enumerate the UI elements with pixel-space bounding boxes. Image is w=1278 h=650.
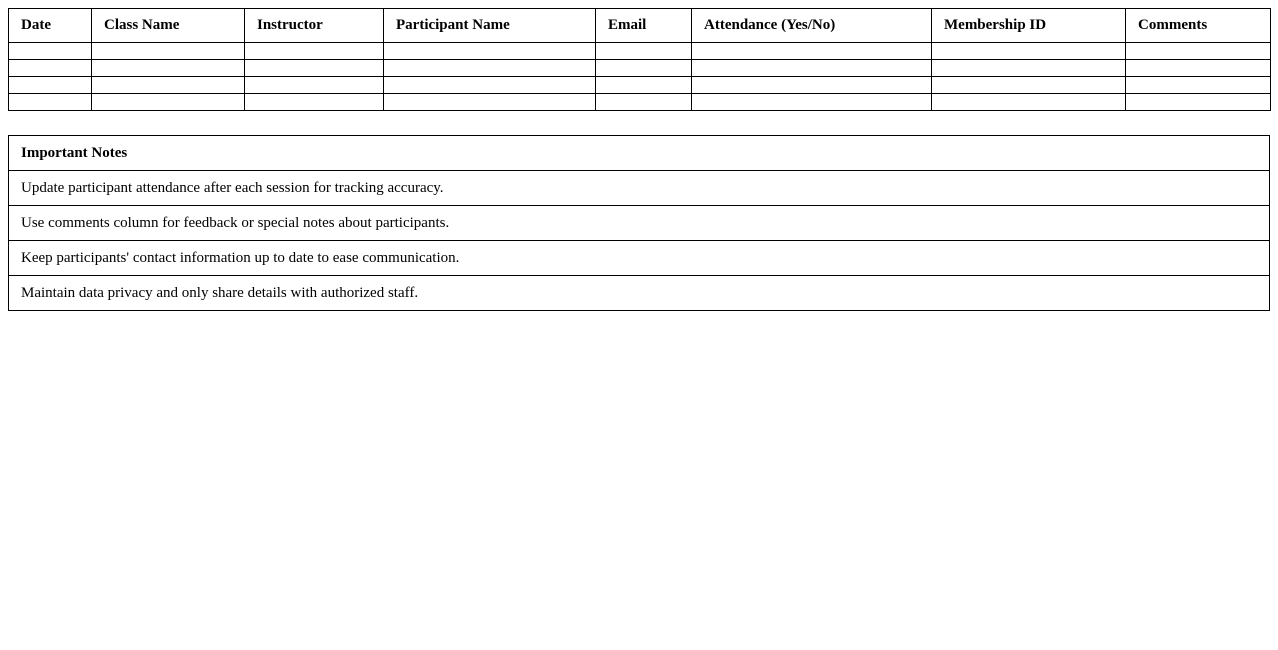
table-cell[interactable] <box>92 94 245 111</box>
column-header-date: Date <box>9 9 92 43</box>
note-row <box>9 206 1270 241</box>
table-cell[interactable] <box>596 43 692 60</box>
table-cell[interactable] <box>692 94 932 111</box>
table-cell[interactable] <box>9 43 92 60</box>
table-cell[interactable] <box>92 60 245 77</box>
table-cell[interactable] <box>1126 77 1271 94</box>
column-header-membership-id: Membership ID <box>932 9 1126 43</box>
note-text: Update participant attendance after each session for tracking accuracy. <box>9 171 1270 206</box>
column-header-participant-name: Participant Name <box>384 9 596 43</box>
table-cell[interactable] <box>384 77 596 94</box>
table-cell[interactable] <box>92 77 245 94</box>
table-cell[interactable] <box>245 77 384 94</box>
table-cell[interactable] <box>692 77 932 94</box>
table-cell[interactable] <box>932 77 1126 94</box>
table-cell[interactable] <box>596 60 692 77</box>
table-row <box>9 94 1271 111</box>
table-cell[interactable] <box>92 43 245 60</box>
table-cell[interactable] <box>1126 43 1271 60</box>
column-header-instructor: Instructor <box>245 9 384 43</box>
table-cell[interactable] <box>245 60 384 77</box>
table-cell[interactable] <box>1126 94 1271 111</box>
notes-header-row <box>9 136 1270 171</box>
table-row <box>9 77 1271 94</box>
table-cell[interactable] <box>9 60 92 77</box>
document-body <box>8 8 1270 311</box>
note-text: Use comments column for feedback or special notes about participants. <box>9 206 1270 241</box>
table-cell[interactable] <box>9 94 92 111</box>
note-row <box>9 171 1270 206</box>
column-header-attendance: Attendance (Yes/No) <box>692 9 932 43</box>
table-cell[interactable] <box>384 94 596 111</box>
table-cell[interactable] <box>692 60 932 77</box>
table-cell[interactable] <box>245 43 384 60</box>
table-header-row <box>9 9 1271 43</box>
table-cell[interactable] <box>932 60 1126 77</box>
note-text: Maintain data privacy and only share details with authorized staff. <box>9 276 1270 311</box>
table-cell[interactable] <box>9 77 92 94</box>
table-cell[interactable] <box>932 43 1126 60</box>
table-cell[interactable] <box>692 43 932 60</box>
table-cell[interactable] <box>384 43 596 60</box>
table-cell[interactable] <box>245 94 384 111</box>
column-header-class-name: Class Name <box>92 9 245 43</box>
table-cell[interactable] <box>384 60 596 77</box>
table-cell[interactable] <box>1126 60 1271 77</box>
note-text: Keep participants' contact information up to date to ease communication. <box>9 241 1270 276</box>
note-row <box>9 241 1270 276</box>
notes-heading: Important Notes <box>9 136 1270 171</box>
table-row <box>9 43 1271 60</box>
notes-table <box>8 135 1270 311</box>
note-row <box>9 276 1270 311</box>
table-cell[interactable] <box>596 77 692 94</box>
column-header-comments: Comments <box>1126 9 1271 43</box>
table-cell[interactable] <box>596 94 692 111</box>
table-row <box>9 60 1271 77</box>
table-cell[interactable] <box>932 94 1126 111</box>
column-header-email: Email <box>596 9 692 43</box>
attendance-table <box>8 8 1271 111</box>
